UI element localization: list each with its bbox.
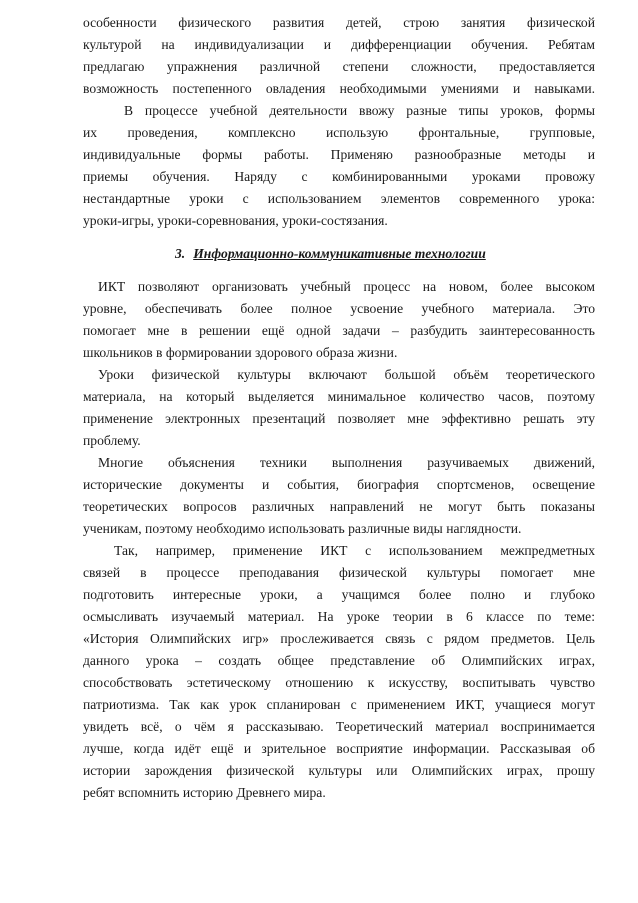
paragraph-line: связей в процессе преподавания физической культуры помогает мне <box>83 565 595 580</box>
heading-number: 3. <box>175 246 186 261</box>
paragraph-line: Уроки физической культуры включают большой объём теоретического <box>98 367 595 382</box>
paragraph-line: предлагаю упражнения различной степени сложности, предоставляется <box>83 59 595 74</box>
paragraph-line: нестандартные уроки с использованием элементов современного урока: <box>83 191 595 206</box>
paragraph-line: Многие объяснения техники выполнения разучиваемых движений, <box>98 455 595 470</box>
paragraph-line: материала, на который выделяется минимальное количество часов, поэтому <box>83 389 595 404</box>
paragraph-line: ребят вспомнить историю Древнего мира. <box>83 785 326 800</box>
paragraph-line: особенности физического развития детей, строю занятия физической <box>83 15 595 30</box>
paragraph-line: Так, например, применение ИКТ с использованием межпредметных <box>114 543 595 558</box>
paragraph-line: культурой на индивидуализации и дифференциации обучения. Ребятам <box>83 37 595 52</box>
paragraph-line: патриотизма. Так как урок спланирован с применением ИКТ, учащиеся могут <box>83 697 595 712</box>
paragraph-line: теоретических вопросов различных направлений не могут быть показаны <box>83 499 595 514</box>
paragraph-line: «История Олимпийских игр» прослеживается связь с рядом предметов. Цель <box>83 631 595 646</box>
paragraph-line: истории зарождения физической культуры или Олимпийских играх, прошу <box>83 763 595 778</box>
paragraph-line: осмысливать изучаемый материал. На уроке теории в 6 классе по теме: <box>83 609 595 624</box>
paragraph-line: увидеть всё, о чём я рассказываю. Теоретический материал воспринимается <box>83 719 595 734</box>
paragraph-line: помогает мне в решении ещё одной задачи – разбудить заинтересованность <box>83 323 595 338</box>
paragraph-line: проблему. <box>83 433 141 448</box>
paragraph-line: способствовать эстетическому отношению к искусству, воспитывать чувство <box>83 675 595 690</box>
paragraph-line: уровне, обеспечивать более полное усвоение учебного материала. Это <box>83 301 595 316</box>
paragraph-line: исторические документы и события, биография спортсменов, освещение <box>83 477 595 492</box>
paragraph-line: лучше, когда идёт ещё и зрительное восприятие информации. Рассказывая об <box>83 741 595 756</box>
paragraph-line: подготовить интересные уроки, а учащимся более полно и глубоко <box>83 587 595 602</box>
paragraph-line: индивидуальные формы работы. Применяю разнообразные методы и <box>83 147 595 162</box>
paragraph-line: применение электронных презентаций позволяет мне эффективно решать эту <box>83 411 595 426</box>
paragraph-line: данного урока – создать общее представление об Олимпийских играх, <box>83 653 595 668</box>
heading-title: Информационно-коммуникативные технологии <box>193 246 486 261</box>
paragraph-line: В процессе учебной деятельности ввожу разные типы уроков, формы <box>124 103 595 118</box>
paragraph-line: приемы обучения. Наряду с комбинированными уроками провожу <box>83 169 595 184</box>
paragraph-line: уроки-игры, уроки-соревнования, уроки-состязания. <box>83 213 388 228</box>
paragraph-line: их проведения, комплексно использую фронтальные, групповые, <box>83 125 595 140</box>
paragraph-line: ИКТ позволяют организовать учебный процесс на новом, более высоком <box>98 279 595 294</box>
paragraph-line: возможность постепенного овладения необходимыми умениями и навыками. <box>83 81 595 96</box>
paragraph-line: школьников в формировании здорового образа жизни. <box>83 345 398 360</box>
paragraph-line: ученикам, поэтому необходимо использовать различные виды наглядности. <box>83 521 522 536</box>
